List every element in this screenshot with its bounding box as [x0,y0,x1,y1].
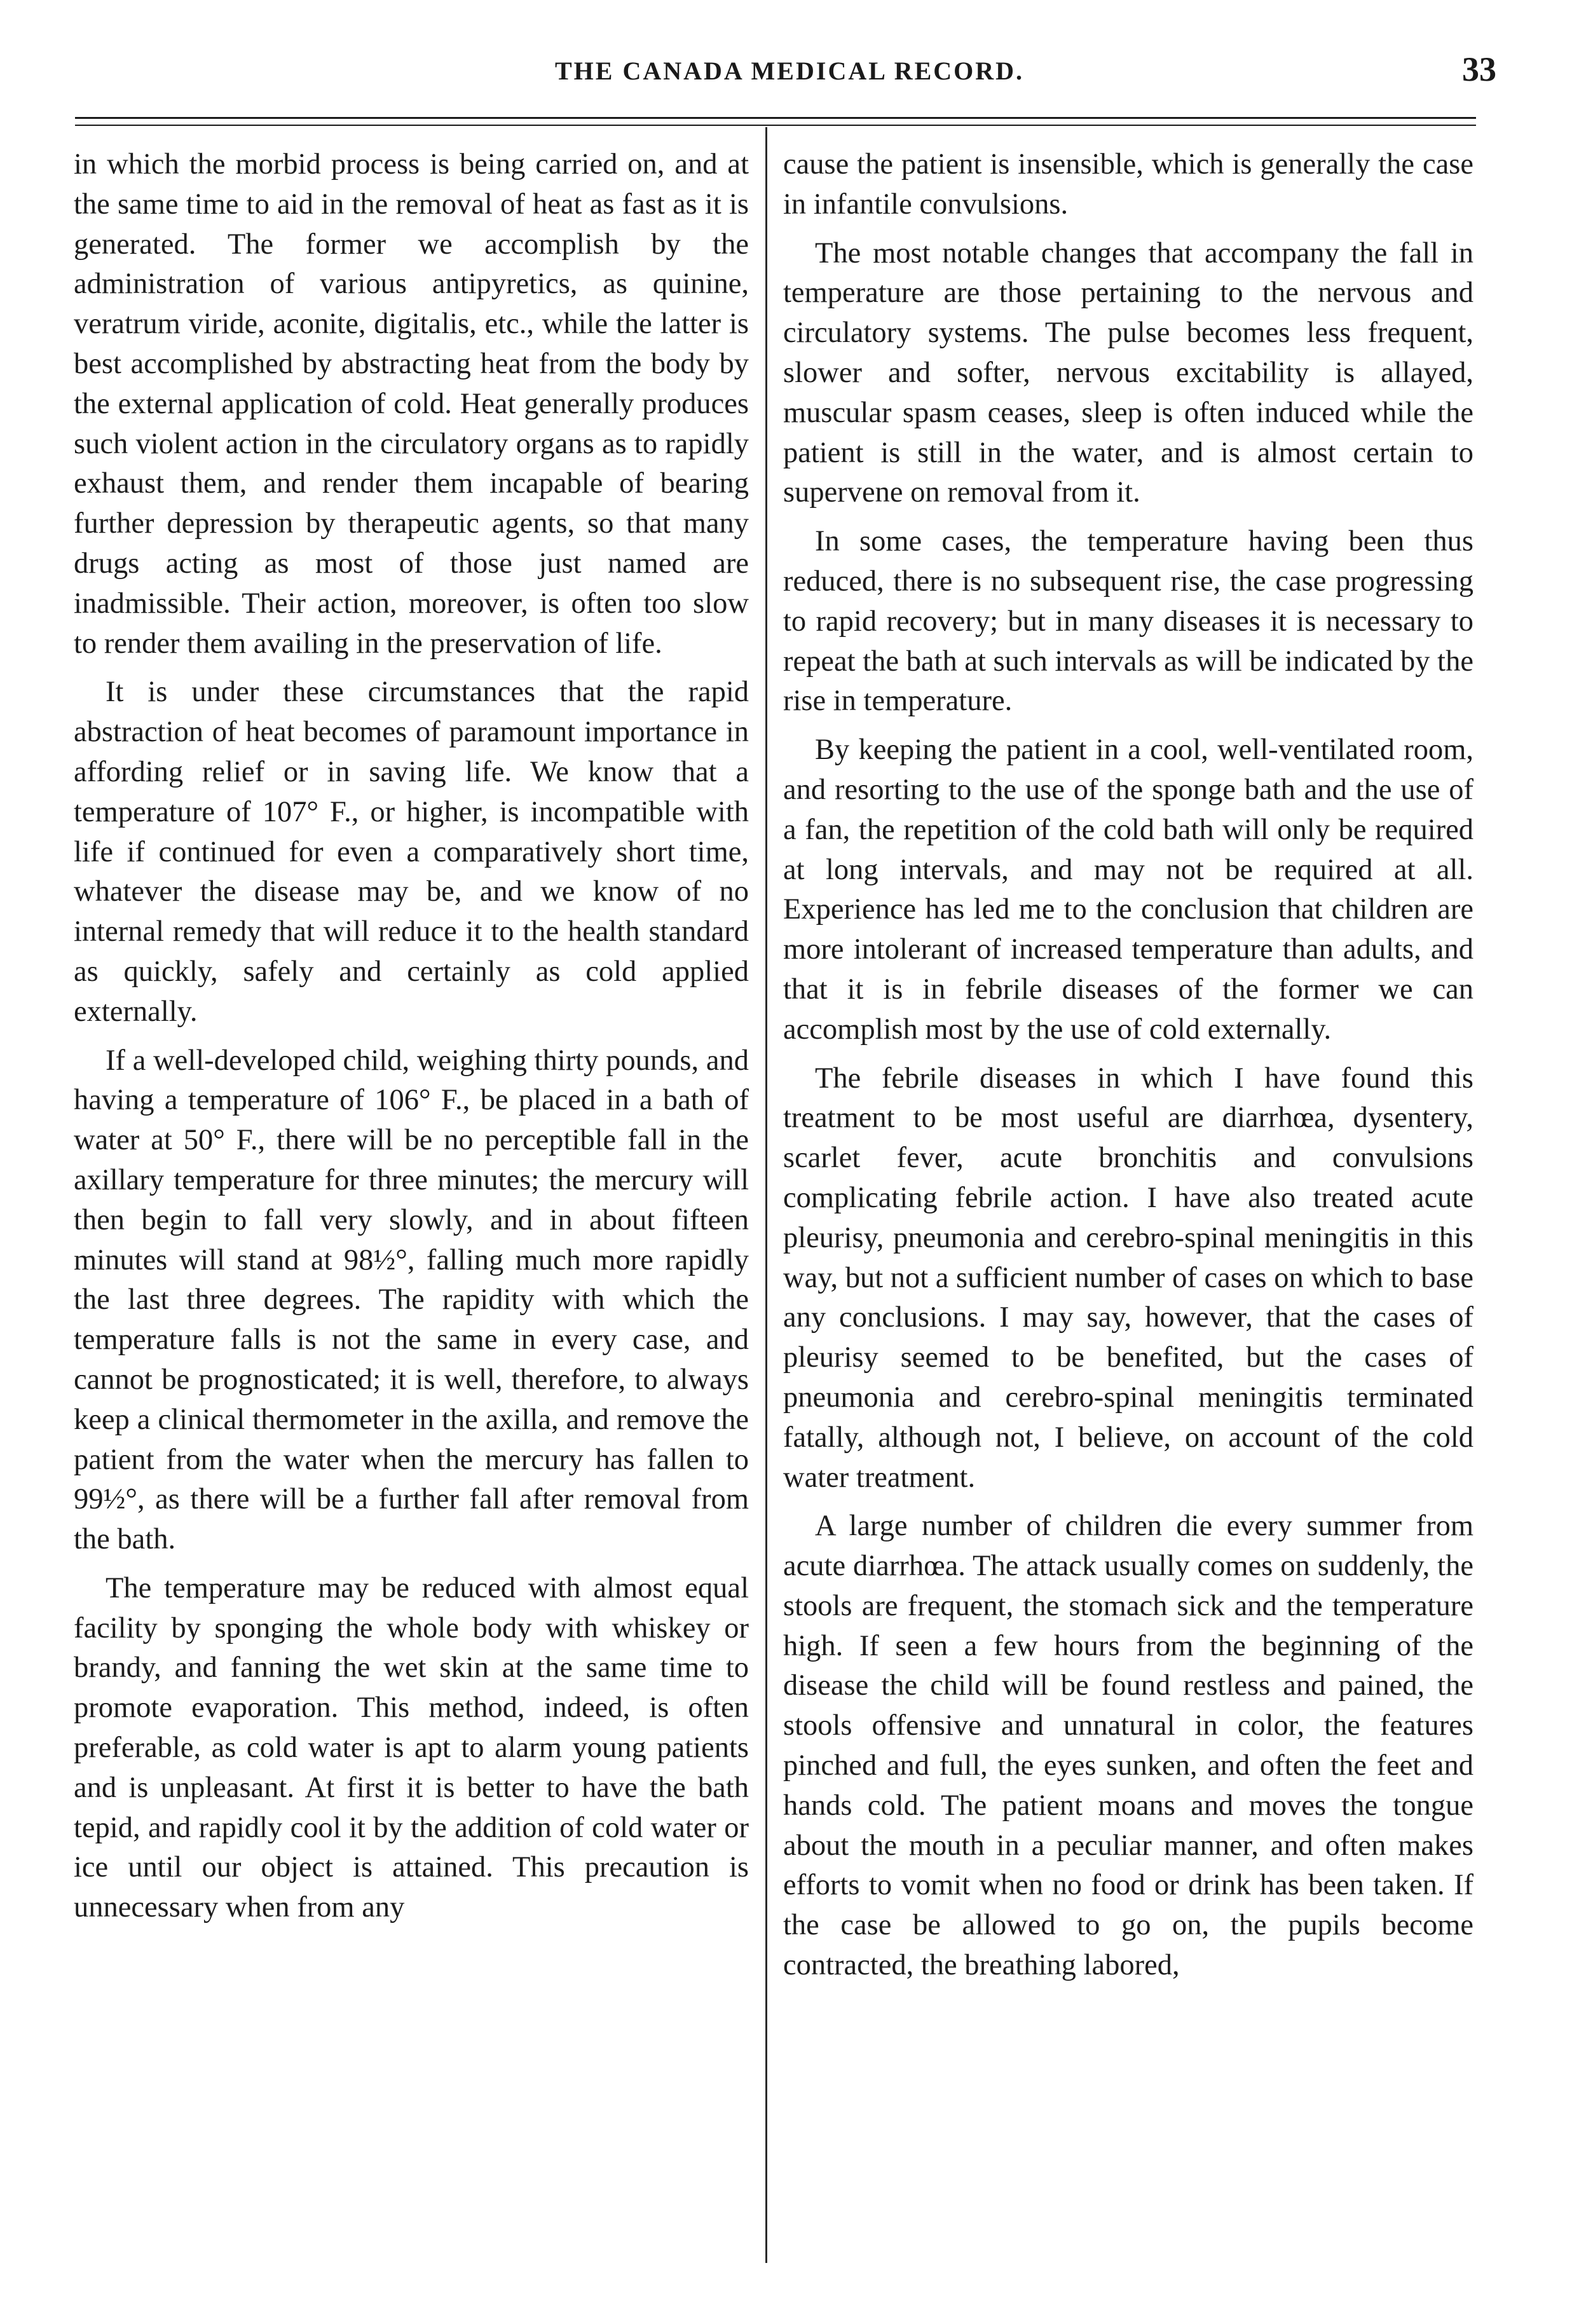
paragraph: A large number of children die every summer from acute diarrhœa. The attack usually comes on suddenly, the stools are frequent, the stomach sick and the temperature high. If seen a few hours from the beginning of the disease the child will be found restless and pained, the stools offensive and unnatural in color, the features pinched and full, the eyes sunken, and often the feet and hands cold. The patient moans and moves the tongue about the mouth in a peculiar manner, and often makes efforts to vomit when no food or drink has been taken. If the case be allowed to go on, the pupils become contracted, the breathing labored, [783,1510,1473,1982]
paragraph: in which the morbid process is being carried on, and at the same time to aid in the removal of heat as fast as it is generated. The former we accomplish by the administration of various antipyretics, as quinine, veratrum viride, aconite, digitalis, etc., while the latter is best accomplished by abstracting heat from the body by the external application of cold. Heat generally produces such violent action in the circulatory organs as to rapidly exhaust them, and render them incapable of bearing further depression by therapeutic agents, so that many drugs acting as most of those just named are inadmissible. Their action, moreover, is often too slow to render them availing in the preservation of life. [74,148,749,660]
paragraph: By keeping the patient in a cool, well-ventilated room, and resorting to the use of the sponge bath and the use of a fan, the repetition of the cold bath will only be required at long intervals, and may not be required at all. Experience has led me to the conclusion that children are more intolerant of increased temperature than adults, and that it is in febrile diseases of the former we can accomplish most by the use of cold externally. [783,734,1473,1046]
running-head [0,50,1579,100]
right-column [783,145,1473,2281]
paragraph: The temperature may be reduced with almost equal facility by sponging the whole body with whiskey or brandy, and fanning the wet skin at the same time to promote evaporation. This method, indeed, is often preferable, as cold water is apt to alarm young patients and is unpleasant. At first it is better to have the bath tepid, and rapidly cool it by the addition of cold water or ice until our object is attained. This precaution is unnecessary when from any [74,1571,749,1924]
left-column [74,145,749,2281]
page-number: 33 [1462,50,1496,88]
paragraph: cause the patient is insensible, which is generally the case in infantile convulsions. [783,148,1473,221]
journal-title: THE CANADA MEDICAL RECORD. [554,57,1025,85]
paragraph: In some cases, the temperature having been thus reduced, there is no subsequent rise, the case progressing to rapid recovery; but in many diseases it is necessary to repeat the bath at such intervals as will be indicated by the rise in temperature. [783,525,1473,718]
column-divider [765,127,767,2263]
header-rule-thin [75,125,1476,126]
paragraph: The most notable changes that accompany the fall in temperature are those pertaining to the nervous and circulatory systems. The pulse becomes less frequent, slower and softer, nervous excitability is allayed, muscular spasm ceases, sleep is often induced while the patient is still in the water, and is almost certain to supervene on removal from it. [783,236,1473,509]
paragraph: If a well-developed child, weighing thirty pounds, and having a temperature of 106° F., be placed in a bath of water at 50° F., there will be no perceptible fall in the axillary temperature for three minutes; the mercury will then begin to fall very slowly, and in about fifteen minutes will stand at 98½°, falling much more rapidly the last three degrees. The rapidity with which the temperature falls is not the same in every case, and cannot be prognosticated; it is well, therefore, to always keep a clinical thermometer in the axilla, and remove the patient from the water when the mercury has fallen to 99½°, as there will be a further fall after removal from the bath. [74,1044,749,1556]
paragraph: The febrile diseases in which I have found this treatment to be most useful are diarrhœa, dysentery, scarlet fever, acute bronchitis and convulsions complicating febrile action. I have also treated acute pleurisy, pneumonia and cerebro-spinal meningitis in this way, but not a sufficient number of cases on which to base any conclusions. I may say, however, that the cases of pleurisy seemed to be benefited, but the cases of pneumonia and cerebro-spinal meningitis terminated fatally, although not, I believe, on account of the cold water treatment. [783,1062,1474,1494]
paragraph: It is under these circumstances that the rapid abstraction of heat becomes of paramount importance in affording relief or in saving life. We know that a temperature of 107° F., or higher, is incompatible with life if continued for even a comparatively short time, whatever the disease may be, and we know of no internal remedy that will reduce it to the health standard as quickly, safely and certainly as cold applied externally. [74,676,749,1028]
header-rule-thick [75,117,1476,119]
